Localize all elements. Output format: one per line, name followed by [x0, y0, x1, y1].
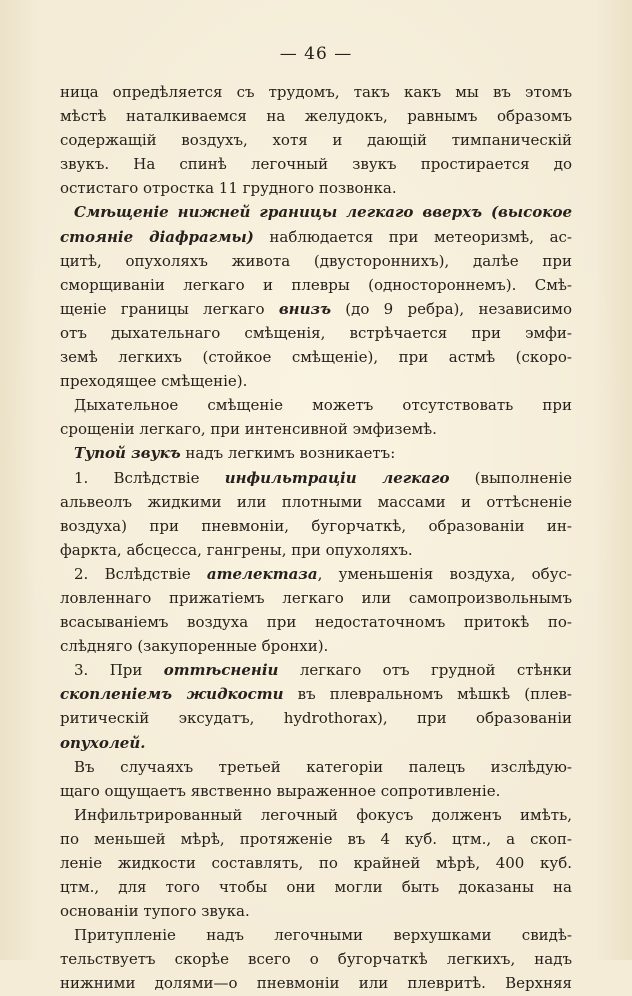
- italic-phrase: инфильтраціи легкаго: [224, 468, 450, 487]
- text-line: [60, 490, 572, 514]
- text-run: цитѣ, опухоляхъ живота (двустороннихъ), далѣе при: [60, 251, 572, 270]
- text-run: слѣдняго (закупоренные бронхи).: [60, 637, 329, 656]
- italic-phrase: стояніе діафрагмы): [60, 227, 254, 246]
- text-line: [60, 586, 572, 610]
- text-run: срощеніи легкаго, при интенсивной эмфиземѣ.: [60, 420, 437, 439]
- text-run: щаго ощущаетъ явственно выраженное сопротивленіе.: [60, 781, 501, 800]
- text-run: 3. При: [74, 661, 164, 680]
- text-run: ритическій эксудатъ, hydrothorax), при образованіи: [60, 709, 572, 728]
- text-run: ница опредѣляется съ трудомъ, такъ какъ мы въ этомъ: [60, 83, 572, 101]
- text-line: [60, 827, 572, 851]
- text-line: [60, 225, 572, 249]
- text-line: [60, 803, 572, 827]
- text-line: [60, 176, 572, 200]
- text-run: 1. Вслѣдствіе: [74, 468, 225, 487]
- text-run: по меньшей мѣрѣ, протяженіе въ 4 куб. цтм., а скоп-: [60, 829, 572, 848]
- text-run: воздуха) при пневмоніи, бугорчаткѣ, образованіи ин-: [60, 516, 572, 535]
- text-line: [60, 682, 572, 706]
- text-run: альвеолъ жидкими или плотными массами и оттѣсненіе: [60, 492, 572, 511]
- text-run: сморщиваніи легкаго и плевры (одностороннемъ). Смѣ-: [60, 275, 572, 294]
- text-line: [60, 658, 572, 682]
- text-run: щеніе границы легкаго: [60, 299, 279, 318]
- text-line: [60, 971, 572, 995]
- text-run: леніе жидкости составлять, по крайней мѣрѣ, 400 куб.: [60, 854, 572, 872]
- text-line: [60, 152, 572, 176]
- italic-phrase: оттѣсненіи: [163, 661, 279, 680]
- text-run: цтм., для того чтобы они могли быть доказаны на: [60, 878, 572, 897]
- text-run: основаніи тупого звука.: [60, 902, 250, 921]
- text-run: (до 9 ребра), независимо: [330, 299, 572, 318]
- text-line: [60, 321, 572, 345]
- text-run: Въ случаяхъ третьей категоріи палецъ изслѣдую-: [74, 757, 572, 776]
- text-line: [60, 514, 572, 538]
- italic-phrase: Смѣщеніе нижней границы легкаго вверхъ (высокое: [74, 203, 572, 222]
- text-run: Дыхательное смѣщеніе можетъ отсутствовать при: [74, 396, 572, 415]
- text-line: [60, 706, 572, 730]
- text-line: [60, 128, 572, 152]
- text-run: Инфильтрированный легочный фокусъ долженъ имѣть,: [74, 805, 572, 824]
- text-line: [60, 875, 572, 899]
- text-line: [60, 731, 572, 755]
- italic-phrase: опухолей.: [60, 733, 146, 752]
- text-run: легкаго отъ грудной стѣнки: [278, 661, 572, 680]
- text-run: фаркта, абсцесса, гангрены, при опухоляхъ.: [60, 540, 413, 559]
- text-line: [60, 923, 572, 947]
- text-line: [60, 80, 572, 104]
- text-line: [60, 562, 572, 586]
- text-line: [60, 779, 572, 803]
- text-line: [60, 755, 572, 779]
- text-line: [60, 610, 572, 634]
- text-run: ловленнаго прижатіемъ легкаго или самопроизвольнымъ: [60, 588, 572, 607]
- text-run: надъ легкимъ возникаетъ:: [180, 444, 396, 463]
- text-line: [60, 249, 572, 273]
- italic-phrase: ателектаза: [206, 564, 318, 583]
- text-run: земѣ легкихъ (стойкое смѣщеніе), при астмѣ (скоро-: [60, 348, 572, 367]
- text-run: 2. Вслѣдствіе: [74, 564, 207, 583]
- text-run: тельствуетъ скорѣе всего о бугорчаткѣ легкихъ, надъ: [60, 950, 572, 969]
- text-line: [60, 104, 572, 128]
- text-line: [60, 851, 572, 875]
- text-line: [60, 200, 572, 224]
- text-line: [60, 369, 572, 393]
- text-run: содержащій воздухъ, хотя и дающій тимпаническій: [60, 131, 572, 150]
- text-run: наблюдается при метеоризмѣ, ас-: [253, 227, 572, 246]
- text-line: [60, 297, 572, 321]
- text-line: [60, 393, 572, 417]
- text-run: преходящее смѣщеніе).: [60, 372, 248, 391]
- text-line: [60, 273, 572, 297]
- text-line: [60, 417, 572, 441]
- italic-phrase: скопленіемъ жидкости: [60, 685, 284, 704]
- text-line: [60, 345, 572, 369]
- italic-phrase: Тупой звукъ: [74, 444, 181, 463]
- text-run: отъ дыхательнаго смѣщенія, встрѣчается при эмфи-: [60, 323, 572, 342]
- text-run: (выполненіе: [449, 468, 572, 487]
- text-line: [60, 899, 572, 923]
- text-run: всасываніемъ воздуха при недостаточномъ притокѣ по-: [60, 613, 572, 632]
- text-run: Притупленіе надъ легочными верхушками свидѣ-: [74, 926, 572, 945]
- text-line: [60, 441, 572, 465]
- text-run: въ плевральномъ мѣшкѣ (плев-: [283, 685, 572, 704]
- text-run: звукъ. На спинѣ легочный звукъ простирается до: [60, 155, 572, 174]
- page-number: — 46 —: [279, 44, 353, 64]
- text-line: [60, 947, 572, 971]
- text-line: [60, 466, 572, 490]
- text-run: остистаго отростка 11 грудного позвонка.: [60, 179, 397, 198]
- text-run: мѣстѣ наталкиваемся на желудокъ, равнымъ образомъ: [60, 107, 572, 126]
- text-line: [60, 538, 572, 562]
- text-run: , уменьшенія воздуха, обус-: [317, 564, 572, 583]
- text-line: [60, 634, 572, 658]
- italic-phrase: внизъ: [278, 299, 331, 318]
- text-run: нижними долями—о пневмоніи или плевритѣ. Верхняя: [60, 974, 572, 993]
- body-text: [60, 80, 572, 996]
